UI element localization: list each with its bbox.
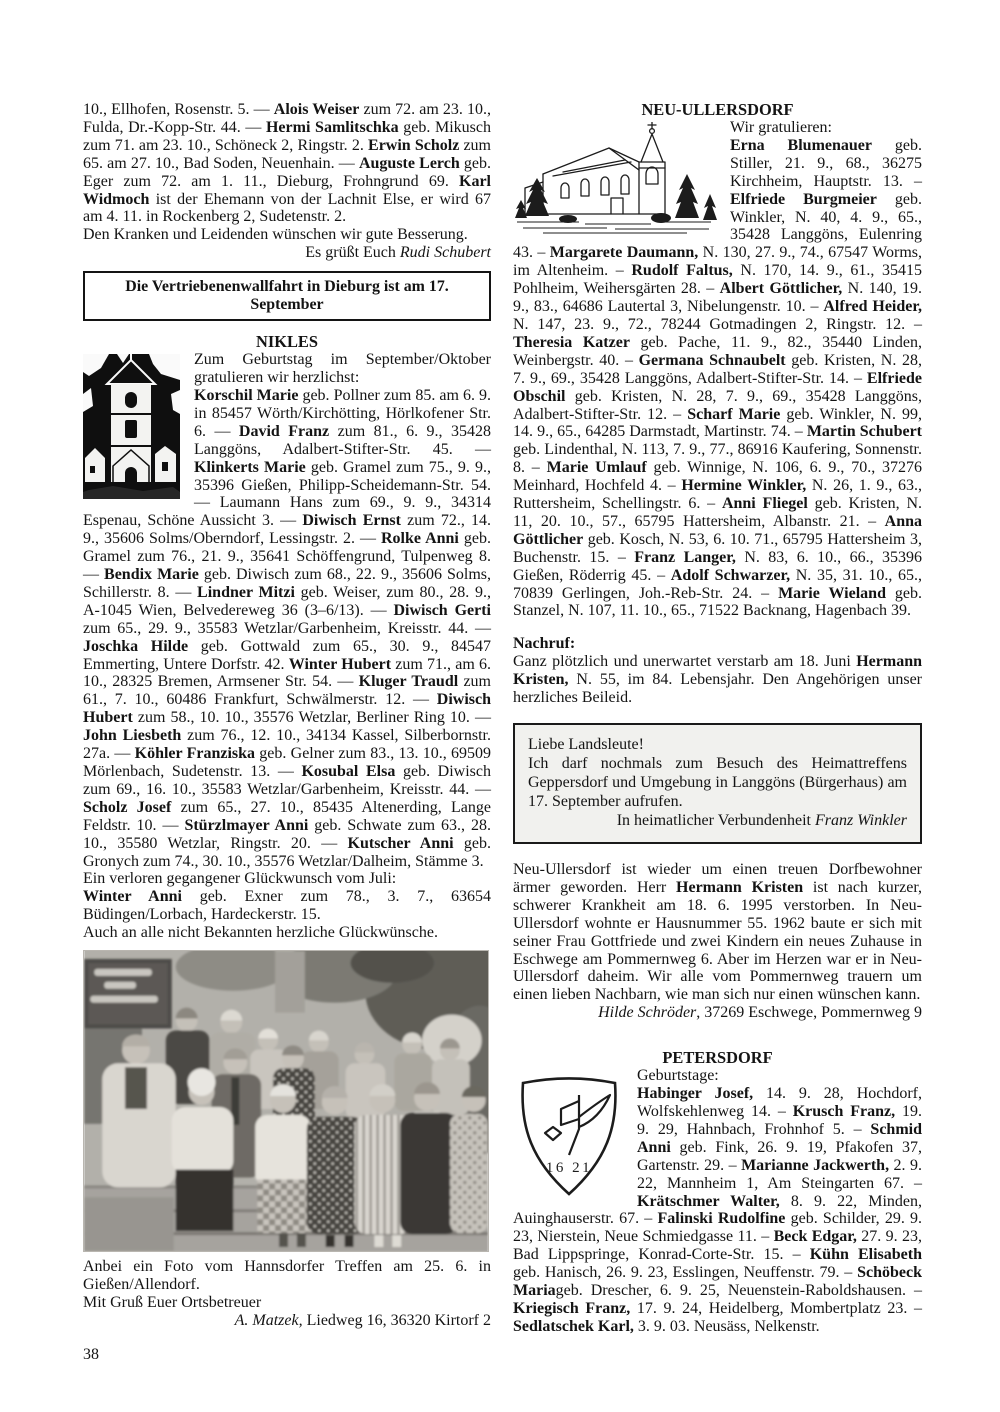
section-heading-neu-ullersdorf: NEU-ULLERSDORF [641, 100, 794, 119]
petersdorf-section [513, 1067, 922, 1336]
landsleute-signature: In heimatlicher Verbundenheit Franz Winkler [616, 812, 907, 829]
petersdorf-birthday-list: Geburtstage: Habinger Josef, 14. 9. 28, Hochdorf, Wolfskehlenweg 14. – Krusch Franz, 19. 9. 29, Hahnbach, Frohnhof 5. – Schmid Anni geb. Fink, 26. 9. 19, Pfakofen 37, Gartenstr. 29. – Marianne Jackwerth, 2. 9. 22, Mannheim 1, Am Steingarten 67. – Krätschmer Walter, 8. 9. 22, Minden, Auinghauserstr. 67. – Falinski Rudolfine geb. Schilder, 29. 9. 23, Nierstein, Neue Schmiedgasse 11. – Beck Edgar, 27. 9. 23, Bad Lippspringe, Konrad-Corte-Str. 15. – Kühn Elisabeth geb. Hanisch, 26. 9. 23, Esslingen, Neuffenstr. 79. – Schöbeck Mariageb. Drescher, 6. 9. 25, Neuenstein-Raboldshausen. – Kriegisch Franz, 17. 9. 24, Heidelberg, Mombertplatz 23. – Sedlatschek Karl, 3. 9. 03. Neusäss, Nelkenstr. [513, 1067, 923, 1335]
neu-ullersdorf-church-drawing [513, 122, 720, 236]
nikles-section [83, 351, 491, 870]
nachruf-heading: Nachruf: [513, 635, 576, 653]
neu-ullersdorf-birthday-list: Wir gratulieren: Erna Blumenauer geb. Stiller, 21. 9., 68., 36275 Kirchheim, Hauptstr. 13. – Elfriede Burgmeier geb. Winkler, N. 40, 4. 9., 65., 35428 Langgöns, Eulenring 43. – Margarete Daumann, N. 130, 27. 9., 74., 67547 Worms, im Altenheim. – Rudolf Faltus, N. 170, 14. 9., 61., 35415 Pohlheim, Weihersgärten 28. – Albert Göttlicher, N. 140, 19. 9., 83., 64686 Lautertal 3, Nibelungenstr. 10. – Alfred Heider, N. 147, 23. 9., 72., 78244 Gotmadingen 2, Ringstr. 12. – Theresia Katzer geb. Pache, 11. 9., 82., 35440 Linden, Weinbergstr. 40. – Germana Schnaubelt geb. Kristen, N. 28, 7. 9., 69., 35428 Langgöns, Adalbert-Stifter-Str. 14. – Elfriede Obschil geb. Kristen, N. 28, 7. 9., 69., 35428 Langgöns, Adalbert-Stifter-Str. 12. – Scharf Marie geb. Winkler, N. 99, 14. 9., 65., 64285 Darmstadt, Martinstr. 74. – Martin Schubert geb. Lindenthal, N. 113, 7. 9., 77., 86916 Kaufering, Sonnenstr. 8. – Marie Umlauf geb. Winnige, N. 106, 6. 9., 70., 37276 Meinhard, Hochfeld 4. – Hermine Winkler, N. 26, 1. 9., 63., Ruttersheim, Schellingstr. 6. – Anni Fliegel geb. Kristen, N. 11, 20. 10., 57., 65795 Hattersheim, Albanstr. 21. – Anna Göttlicher geb. Kosch, N. 53, 6. 10. 71., 65795 Hattersheim 3, Buchenstr. 15. – Franz Langer, N. 83, 6. 10., 66., 35396 Gießen, Röderrig 45. – Adolf Schwarzer, N. 35, 31. 10., 65., 70839 Gerlingen, Joh.-Reb-Str. 24. – Marie Wieland geb. Stanzel, N. 107, 11. 10., 65., 71522 Backnang, Hagenbach 39. [513, 119, 923, 620]
landsleute-body: Ich darf nochmals zum Besuch des Heimattreffens Geppersdorf und Umgebung in Langgöns (Bürgerhaus) am 17. September aufrufen. [528, 755, 907, 810]
group-photo-hannsdorfer-treffen [83, 950, 489, 1252]
obituary-signature: Hilde Schröder, 37269 Eschwege, Pommernweg 9 [598, 1004, 922, 1022]
nikles-church-woodcut-image [83, 354, 180, 499]
photo-caption: Anbei ein Foto vom Hannsdorfer Treffen am 25. 6. in Gießen/Allendorf. [83, 1258, 491, 1293]
left-column [83, 101, 491, 1330]
right-column [513, 101, 922, 1336]
birthday-list-continuation: 10., Ellhofen, Rosenstr. 5. — Alois Weiser zum 72. am 23. 10., Fulda, Dr.-Kopp-Str. 44. — Hermi Samlitschka geb. Mikusch zum 71. am 23. 10., Schöneck 2, Ringstr. 2. Erwin Scholz zum 65. am 27. 10., Bad Soden, Neuenhain. — Auguste Lerch geb. Eger zum 72. am 1. 11., Dieburg, Frohngrund 69. Karl Widmoch ist der Ehemann von der Lachnit Else, er wird 67 am 4. 11. in Rockenberg 2, Sudetenstr. 2. [83, 101, 492, 226]
get-well-line: Den Kranken und Leidenden wünschen wir gute Besserung. [83, 226, 468, 244]
lost-congratulation-entry: Winter Anni geb. Exner zum 78., 3. 7., 63654 Büdingen/Lorbach, Hardeckerstr. 15. [83, 888, 491, 924]
sender-line: A. Matzek, Liedweg 16, 36320 Kirtorf 2 [234, 1311, 491, 1329]
page-number: 38 [83, 1346, 99, 1363]
greeting-line: Mit Gruß Euer Ortsbetreuer [83, 1293, 262, 1311]
landsleute-announcement-box [513, 723, 922, 844]
lost-congratulation-line: Ein verloren gegangener Glückwunsch vom Juli: [83, 870, 397, 888]
nikles-birthday-list: Zum Geburtstag im September/Oktober gratulieren wir herzlichst: Korschil Marie geb. Pollner zum 85. am 6. 9. in 85457 Wörth/Kirchötting, Hörlkofener Str. 6. — David Franz zum 81., 6. 9., 35428 Langgöns, Adalbert-Stifter-Str. 45. — Klinkerts Marie geb. Gramel zum 75., 9. 9., 35396 Gießen, Philipp-Scheidemann-Str. 54. — Laumann Hans zum 69., 9. 9., 34314 Espenau, Schöne Aussicht 3. — Diwisch Ernst zum 72., 14. 9., 35606 Solms/Oberndorf, Lessingstr. 2. — Rolke Anni geb. Gramel zum 76., 21. 9., 35641 Schöffengrund, Tulpenweg 8. — Bendix Marie geb. Diwisch zum 68., 22. 9., 35606 Solms, Schillerstr. 8. — Lindner Mitzi geb. Weiser, zum 80., 28. 9., A-1045 Wien, Belvedereweg 36 (3–6/13). — Diwisch Gerti zum 65., 29. 9., 35583 Wetzlar/Garbenheim, Kreisstr. 44. — Joschka Hilde geb. Gottwald zum 65., 30. 9., 84547 Emmerting, Untere Dorfstr. 42. Winter Hubert zum 71., am 6. 10., 28325 Bremen, Armsener Str. 54. — Kluger Traudl zum 61., 7. 10., 60486 Frankfurt, Schwälmerstr. 12. — Diwisch Hubert zum 58., 10. 10., 35576 Wetzlar, Berliner Ring 10. — John Liesbeth zum 76., 12. 10., 34134 Kassel, Silberbornstr. 27a. — Köhler Franziska geb. Gelner zum 83., 13. 10., 69509 Mörlenbach, Sudetenstr. 13. — Kosubal Elsa geb. Diwisch zum 69., 16. 10., 35583 Wetzlar/Garbenheim, Kreisstr. 44. — Scholz Josef zum 65., 27. 10., 85435 Altenerding, Lange Feldstr. 10. — Stürzlmayer Anni geb. Schwate zum 63., 28. 10., 35580 Wetzlar, Ringstr. 20. — Kutscher Anni geb. Gronych zum 74., 30. 10., 35576 Wetzlar/Dalheim, Stämme 3. [83, 351, 492, 870]
nachruf-body: Ganz plötzlich und unerwartet verstarb am 18. Juni Hermann Kristen, N. 55, im 84. Lebensjahr. Den Angehörigen unser herzliches Beileid. [513, 653, 922, 707]
column-signature: Es grüßt Euch Rudi Schubert [305, 244, 491, 262]
section-heading-nikles: NIKLES [256, 332, 318, 352]
pilgrimage-notice-text: Die Vertriebenenwallfahrt in Dieburg ist am 17. September [125, 278, 449, 314]
petersdorf-shield-emblem [513, 1071, 625, 1201]
landsleute-salutation: Liebe Landsleute! [528, 736, 644, 753]
pilgrimage-notice-box [83, 271, 491, 321]
obituary-paragraph: Neu-Ullersdorf ist wieder um einen treuen Dorfbewohner ärmer geworden. Herr Hermann Kristen ist nach kurzer, schwerer Krankheit am 18. 6. 1995 verstorben. In Neu-Ullersdorf wohnte er Hausnummer 55. 1962 baute er sich mit seiner Frau Gottfriede und zwei Kindern ein neues Zuhause in Eschwege am Pommernweg 6. Aber im Herzen war er in Neu-Ullersdorf daheim. Wir alle vom Pommernweg trauern um einen lieben Nachbarn, wie man sich nur einen wünschen kann. [513, 861, 923, 1004]
section-heading-petersdorf: PETERSDORF [662, 1048, 773, 1068]
also-unknown-line: Auch an alle nicht Bekannten herzliche Glückwünsche. [83, 924, 438, 942]
shield-year-text: 16 21 [545, 1160, 593, 1177]
neu-ullersdorf-section [513, 119, 922, 620]
